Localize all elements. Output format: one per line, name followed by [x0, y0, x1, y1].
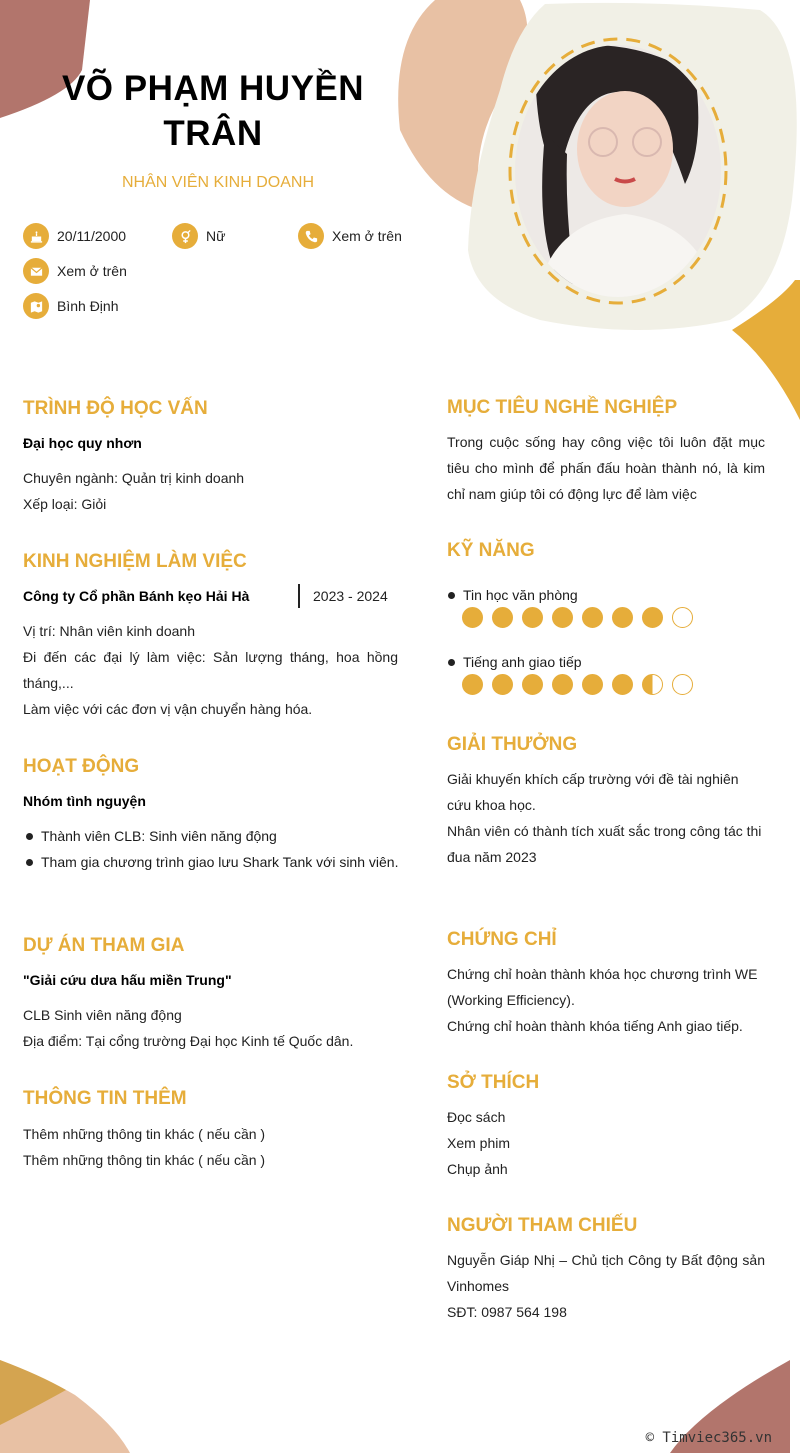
- skill-item: [448, 582, 578, 608]
- experience-duty-1: Đi đến các đại lý làm việc: Sản lượng tháng, hoa hồng tháng,...: [23, 649, 398, 691]
- bullet-dot: [26, 833, 33, 840]
- rating-circle: [492, 674, 513, 695]
- rating-circle: [552, 607, 573, 628]
- phone-icon: [298, 223, 324, 249]
- experience-position: Vị trí: Nhân viên kinh doanh: [23, 623, 195, 639]
- hobby-item: Đọc sách: [447, 1109, 506, 1125]
- bullet-dot: [448, 592, 455, 599]
- bullet-dot: [448, 659, 455, 666]
- map-pin-icon: [23, 293, 49, 319]
- project-org: CLB Sinh viên năng động: [23, 1007, 182, 1023]
- certificate-text: Chứng chỉ hoàn thành khóa học chương trình WE (Working Efficiency).: [447, 966, 758, 1008]
- rating-circle: [522, 674, 543, 695]
- education-title: TRÌNH ĐỘ HỌC VẤN: [23, 398, 208, 419]
- award-text: Giải khuyến khích cấp trường với đề tài nghiên cứu khoa học.: [447, 771, 739, 813]
- rating-circle: [582, 607, 603, 628]
- objective-text: Trong cuộc sống hay công việc tôi luôn đặt mục tiêu cho mình để phấn đấu hoàn thành nó, là kim chỉ nam giúp tôi có động lực để làm việc: [447, 434, 765, 502]
- extra-title: THÔNG TIN THÊM: [23, 1088, 187, 1109]
- experience-period: 2023 - 2024: [313, 588, 388, 604]
- rating-circle: [612, 674, 633, 695]
- skills-title: KỸ NĂNG: [447, 540, 535, 561]
- contact-address: [23, 293, 118, 319]
- skill-name: Tiếng anh giao tiếp: [463, 654, 582, 670]
- job-title: NHÂN VIÊN KINH DOANH: [121, 174, 315, 191]
- activity-item-text: Thành viên CLB: Sinh viên năng động: [41, 828, 277, 844]
- activities-group: Nhóm tình nguyện: [23, 793, 146, 809]
- skill-item: [448, 649, 582, 675]
- cake-icon: [23, 223, 49, 249]
- mail-icon: [23, 258, 49, 284]
- rating-circle: [462, 607, 483, 628]
- address-text: Bình Định: [57, 298, 119, 314]
- bullet-dot: [26, 859, 33, 866]
- contact-phone: [298, 223, 402, 249]
- rating-circle: [462, 674, 483, 695]
- name-line-1: VÕ PHẠM HUYỀN: [61, 69, 365, 108]
- name-line-2: TRÂN: [163, 114, 263, 153]
- objective-title: MỤC TIÊU NGHỀ NGHIỆP: [447, 397, 678, 418]
- gender-icon: [172, 223, 198, 249]
- certificates-title: CHỨNG CHỈ: [447, 929, 557, 950]
- candidate-name: [40, 66, 386, 156]
- reference-person: Nguyễn Giáp Nhị – Chủ tịch Công ty Bất động sản Vinhomes: [447, 1252, 765, 1294]
- activity-item-text: Tham gia chương trình giao lưu Shark Tank với sinh viên.: [41, 854, 399, 870]
- experience-title: KINH NGHIỆM LÀM VIỆC: [23, 551, 247, 572]
- activity-item: [26, 823, 277, 849]
- rating-circle: [642, 674, 663, 695]
- award-text: Nhân viên có thành tích xuất sắc trong công tác thi đua năm 2023: [447, 823, 762, 865]
- rating-circle: [642, 607, 663, 628]
- rating-circle: [552, 674, 573, 695]
- projects-title: DỰ ÁN THAM GIA: [23, 935, 185, 956]
- hobby-item: Chụp ảnh: [447, 1161, 508, 1177]
- experience-divider: [298, 584, 300, 608]
- certificate-text: Chứng chỉ hoàn thành khóa tiếng Anh giao tiếp.: [447, 1018, 743, 1034]
- avatar: [505, 34, 731, 308]
- contact-gender: [172, 223, 225, 249]
- contact-email: [23, 258, 127, 284]
- skill-rating: [462, 674, 702, 695]
- birthday-text: 20/11/2000: [57, 228, 127, 244]
- rating-circle: [672, 607, 693, 628]
- awards-title: GIẢI THƯỞNG: [447, 734, 578, 755]
- activity-item: [26, 849, 398, 875]
- gender-text: Nữ: [206, 228, 226, 244]
- footer-brand: © Timviec365.vn: [645, 1430, 772, 1446]
- rating-circle: [612, 607, 633, 628]
- experience-duty-2: Làm việc với các đơn vị vận chuyển hàng hóa.: [23, 701, 313, 717]
- reference-phone: SĐT: 0987 564 198: [447, 1304, 567, 1320]
- email-text: Xem ở trên: [57, 263, 127, 279]
- project-place: Địa điểm: Tại cổng trường Đại học Kinh tế Quốc dân.: [23, 1033, 354, 1049]
- education-major: Chuyên ngành: Quản trị kinh doanh: [23, 470, 245, 486]
- rating-circle: [492, 607, 513, 628]
- hobby-item: Xem phim: [447, 1135, 511, 1151]
- reference-title: NGƯỜI THAM CHIẾU: [447, 1215, 638, 1236]
- education-school: Đại học quy nhơn: [23, 435, 142, 451]
- education-grade: Xếp loại: Giỏi: [23, 496, 107, 512]
- extra-line: Thêm những thông tin khác ( nếu cần ): [23, 1126, 266, 1142]
- rating-circle: [582, 674, 603, 695]
- skill-rating: [462, 607, 702, 628]
- experience-company: Công ty Cổ phần Bánh kẹo Hải Hà: [23, 588, 250, 604]
- activities-title: HOẠT ĐỘNG: [23, 756, 140, 777]
- rating-circle: [522, 607, 543, 628]
- project-name: "Giải cứu dưa hấu miền Trung": [23, 972, 232, 988]
- rating-circle: [672, 674, 693, 695]
- hobbies-title: SỞ THÍCH: [447, 1072, 540, 1093]
- phone-text: Xem ở trên: [332, 228, 402, 244]
- extra-line: Thêm những thông tin khác ( nếu cần ): [23, 1152, 266, 1168]
- skill-name: Tin học văn phòng: [463, 587, 578, 603]
- contact-birthday: [23, 223, 126, 249]
